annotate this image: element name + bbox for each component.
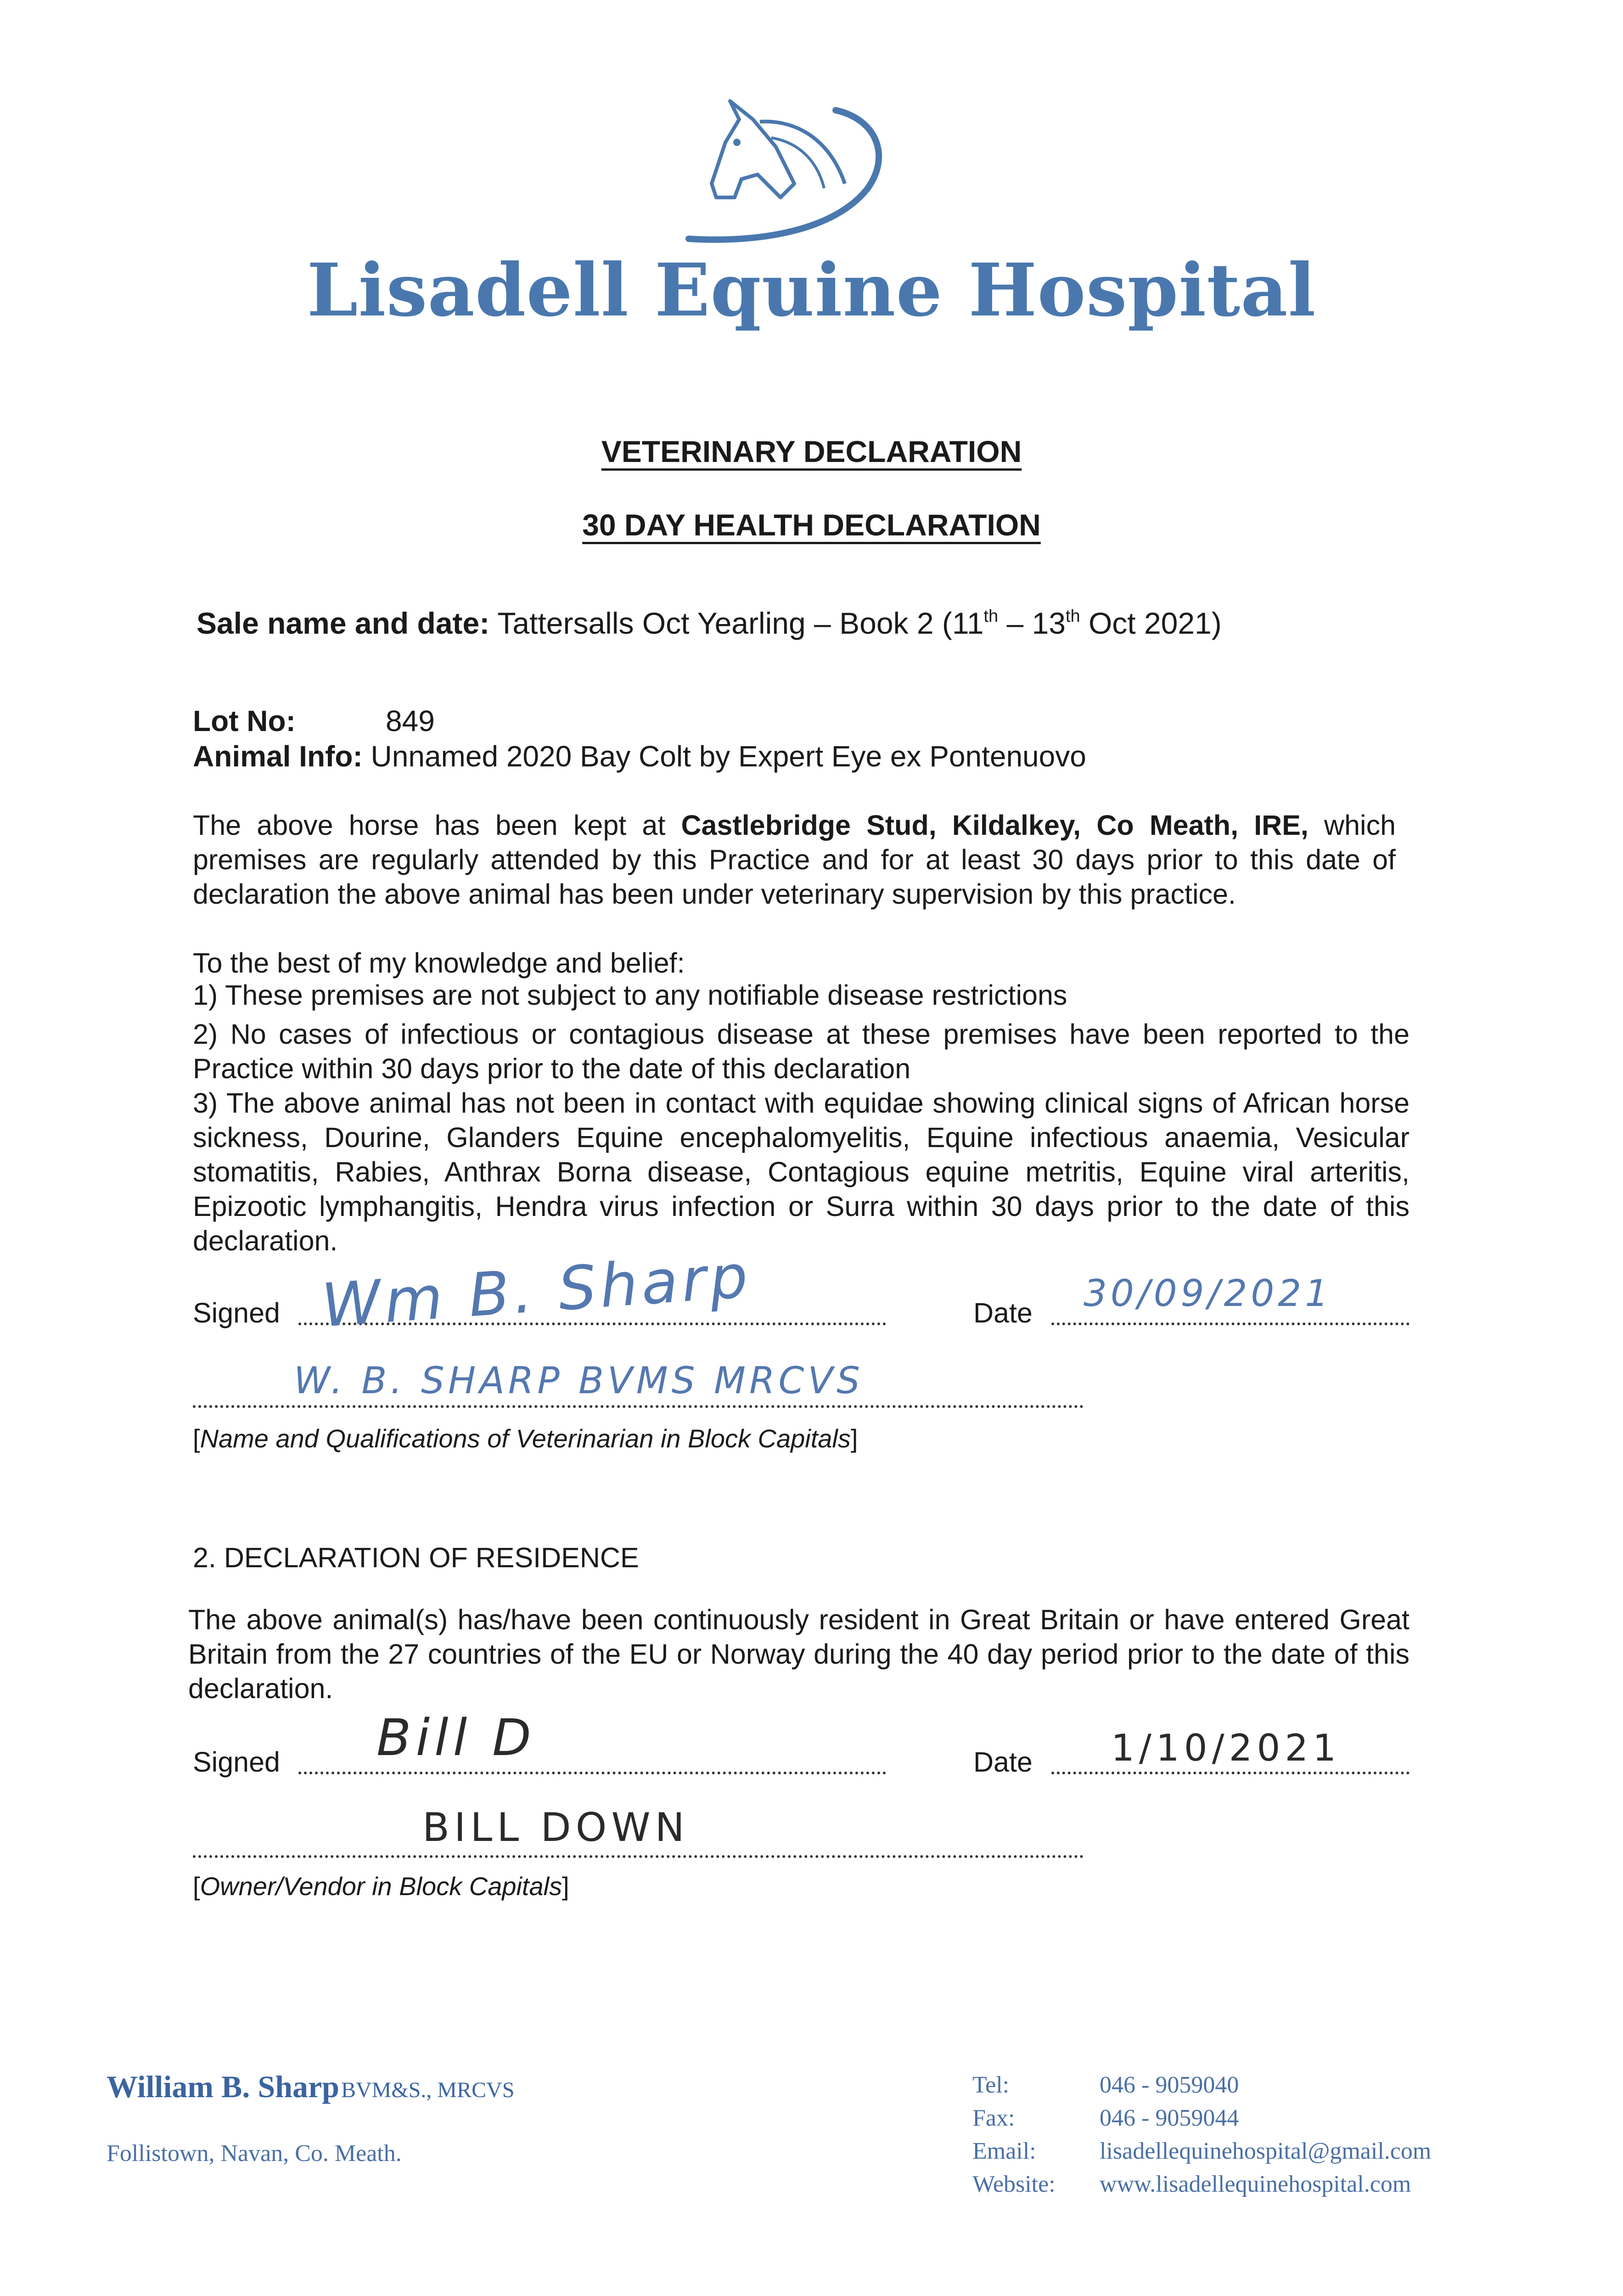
sale-value-pre: Tattersalls Oct Yearling – Book 2 (11 (497, 606, 984, 640)
animal-value: Unnamed 2020 Bay Colt by Expert Eye ex Pontenuovo (371, 740, 1086, 773)
owner-caption-text: Owner/Vendor in Block Capitals (200, 1872, 562, 1901)
sale-value-mid: – 13 (998, 606, 1066, 640)
hospital-name: Lisadell Equine Hospital (307, 248, 1316, 333)
owner-caption-close: ] (562, 1872, 569, 1901)
footer-contact-labels (972, 2069, 1056, 2201)
owner-signature: Bill D (376, 1708, 536, 1767)
animal-label: Animal Info: (193, 740, 363, 773)
premises-location: Castlebridge Stud, Kildalkey, Co Meath, IRE, (681, 810, 1309, 841)
lot-line (193, 704, 435, 738)
knowledge-item-3: 3) The above animal has not been in contact with equidae showing clinical signs of African horse sickness, Dourine, Glanders Equine encephalomyelitis, Equine infectious anaemia, Vesicular stomatitis, Rabies, Anthrax Borna disease, Contagious equine metritis, Equine viral arteritis, Epizootic lymphangitis, Hendra virus infection or Surra within 30 days prior to the date of this declaration. (193, 1087, 1410, 1256)
vet-caption-close: ] (850, 1424, 858, 1453)
email-link[interactable]: lisadellequinehospital@gmail.com (1100, 2138, 1432, 2164)
owner-date-line (1051, 1772, 1410, 1774)
knowledge-item-1: 1) These premises are not subject to any notifiable disease restrictions (193, 979, 1067, 1011)
vet-date: 30/09/2021 (1084, 1272, 1332, 1315)
email-label: Email: (972, 2138, 1036, 2164)
animal-line (193, 739, 1086, 774)
owner-date-label: Date (973, 1746, 1033, 1778)
sale-line (197, 606, 1222, 641)
vet-date-label: Date (973, 1297, 1033, 1328)
sale-value-post: Oct 2021) (1080, 606, 1222, 640)
owner-date: 1/10/2021 (1111, 1727, 1341, 1769)
residence-text: The above animal(s) has/have been continuously resident in Great Britain or have entered Great Britain from the 27 countries of the EU or Norway during the 40 day period prior to the date of this declaration. (188, 1604, 1410, 1704)
vet-signature: Wm B. Sharp (319, 1241, 754, 1341)
page-title: VETERINARY DECLARATION (601, 434, 1022, 468)
website-label: Website: (972, 2171, 1056, 2197)
vet-caption-text: Name and Qualifications of Veterinarian in Block Capitals (200, 1424, 851, 1453)
vet-name-line (193, 1405, 1084, 1408)
knowledge-intro: To the best of my knowledge and belief: (193, 947, 685, 979)
sale-sup-1: th (983, 607, 999, 626)
premises-paragraph (193, 808, 1396, 912)
fax-label: Fax: (972, 2105, 1015, 2131)
owner-signed-label: Signed (193, 1746, 280, 1778)
owner-signature-line (298, 1772, 886, 1774)
vet-date-line (1051, 1322, 1410, 1325)
sale-sup-2: th (1065, 607, 1080, 626)
owner-caption-open: [ (193, 1872, 200, 1901)
footer-vet (107, 2069, 514, 2105)
lot-value: 849 (386, 704, 435, 737)
footer-contact-values (1100, 2069, 1431, 2201)
footer-vet-quals: BVM&S., MRCVS (341, 2078, 515, 2102)
lot-label: Lot No: (193, 704, 296, 737)
premises-post: which premises are regularly attended by this Practice and for at least 30 days prior to this date of declaration the above animal has been under veterinary supervision by this practice. (193, 810, 1396, 910)
footer-address: Follistown, Navan, Co. Meath. (107, 2140, 402, 2167)
vet-name: W. B. SHARP BVMS MRCVS (294, 1359, 864, 1402)
premises-pre: The above horse has been kept at (193, 810, 681, 841)
page-subtitle: 30 DAY HEALTH DECLARATION (582, 508, 1041, 542)
tel-label: Tel: (972, 2072, 1010, 2098)
horse-head-icon (661, 92, 900, 248)
residence-heading: 2. DECLARATION OF RESIDENCE (193, 1542, 639, 1573)
footer-vet-name: William B. Sharp (107, 2069, 339, 2104)
tel-value: 046 - 9059040 (1100, 2072, 1239, 2098)
vet-signed-label: Signed (193, 1297, 280, 1328)
owner-name-line (193, 1855, 1084, 1858)
owner-caption (193, 1869, 569, 1903)
website-link[interactable]: www.lisadellequinehospital.com (1100, 2171, 1411, 2197)
vet-caption-open: [ (193, 1424, 200, 1453)
knowledge-item-2: 2) No cases of infectious or contagious disease at these premises have been reported to the Practice within 30 days prior to the date of this declaration (193, 1019, 1410, 1084)
owner-name: BILL DOWN (422, 1805, 689, 1851)
sale-label: Sale name and date: (197, 606, 490, 640)
vet-caption (193, 1421, 858, 1456)
fax-value: 046 - 9059044 (1100, 2105, 1239, 2131)
